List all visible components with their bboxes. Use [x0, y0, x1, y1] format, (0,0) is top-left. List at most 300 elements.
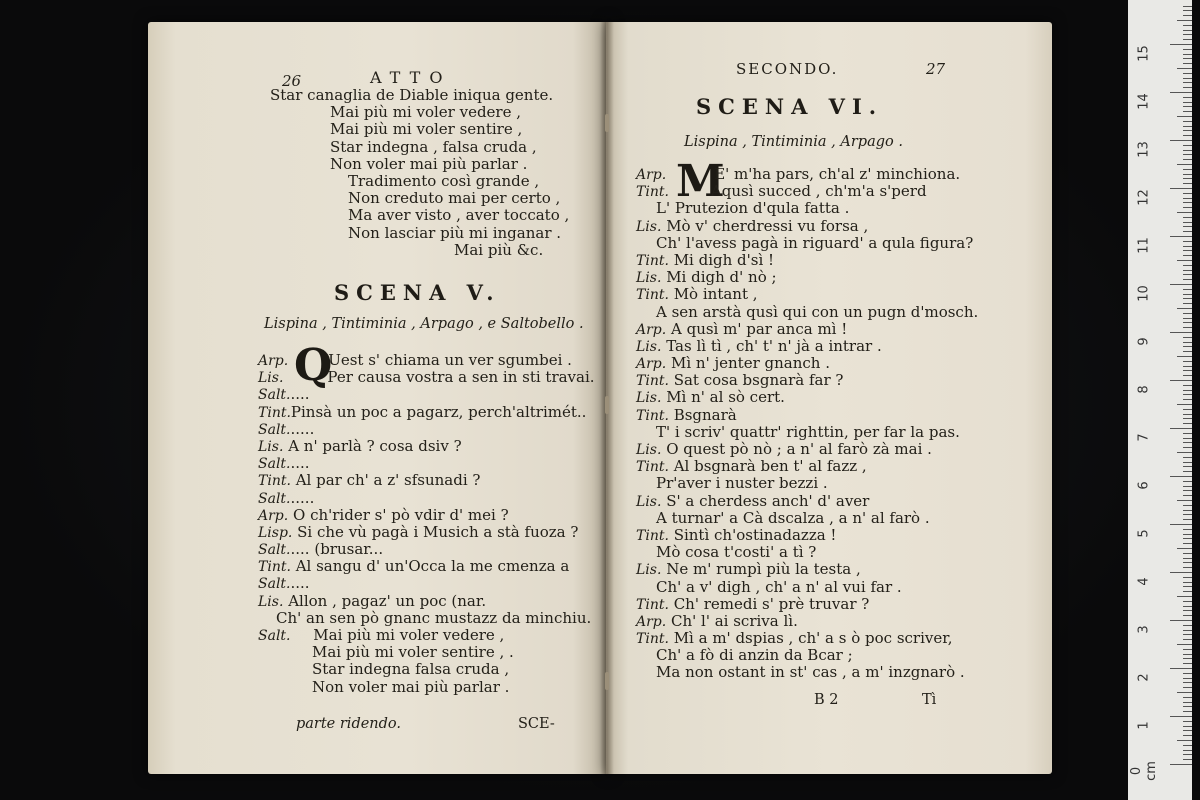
ruler-tick [1170, 716, 1192, 717]
speech: Aqusì succed , ch'm'a s'perd [710, 182, 927, 201]
speaker: Lis. [258, 370, 284, 387]
speaker: Tint. [636, 373, 669, 390]
ruler-tick [1183, 711, 1192, 712]
ruler-tick [1177, 596, 1192, 597]
speech: Mi digh d'sì ! [673, 250, 775, 269]
ruler-tick [1183, 658, 1192, 659]
ruler-tick [1183, 726, 1192, 727]
ruler-tick [1183, 231, 1192, 232]
ruler-tick [1170, 332, 1192, 333]
ruler-tick [1183, 327, 1192, 328]
ruler-tick [1183, 414, 1192, 415]
speech: Al bsgnarà ben t' al fazz , [673, 457, 867, 476]
speech: ..... [290, 488, 315, 507]
binding-stitch [605, 114, 609, 132]
speech: Mai più mi voler sentire , . [312, 643, 514, 662]
dialogue-block [258, 352, 595, 696]
ruler-tick [1183, 730, 1192, 731]
dialogue-line [636, 407, 978, 424]
ruler-tick [1183, 433, 1192, 434]
ruler-number: 11 [1136, 237, 1152, 254]
ruler-tick [1183, 226, 1192, 227]
dialogue-line [656, 544, 978, 561]
ruler-tick [1183, 553, 1192, 554]
dialogue-line [636, 527, 978, 544]
speaker: Lis. [636, 338, 662, 355]
ruler-tick [1183, 750, 1192, 751]
dialogue-line [258, 575, 595, 592]
ruler-tick [1183, 183, 1192, 184]
ruler-tick [1183, 370, 1192, 371]
ruler-tick [1183, 154, 1192, 155]
ruler-tick [1183, 567, 1192, 568]
ruler-tick [1170, 44, 1192, 45]
ruler-tick [1183, 615, 1192, 616]
ruler-tick [1177, 644, 1192, 645]
ruler-tick [1183, 610, 1192, 611]
ruler-tick [1183, 390, 1192, 391]
ruler-tick [1170, 92, 1192, 93]
speech: ..... [290, 419, 315, 438]
cast-list: Lispina , Tintiminia , Arpago , e Saltobello . [264, 316, 584, 332]
dialogue-line [636, 561, 978, 578]
ruler-tick [1183, 625, 1192, 626]
ruler-tick [1183, 543, 1192, 544]
ruler-tick [1183, 222, 1192, 223]
dialogue-line [656, 200, 978, 217]
ruler-tick [1183, 30, 1192, 31]
speech: A n' parlà ? cosa dsiv ? [288, 436, 462, 455]
ruler-tick [1177, 20, 1192, 21]
ruler-tick [1170, 188, 1192, 189]
dialogue-line [636, 218, 978, 235]
speech: Mò intant , [673, 285, 758, 304]
dialogue-line [258, 541, 595, 558]
speaker: Tint. [258, 559, 291, 576]
dialogue-line [258, 558, 595, 575]
verse-line: Mai più mi voler sentire , [330, 120, 523, 139]
ruler-tick [1183, 654, 1192, 655]
dialogue-line [258, 386, 595, 403]
speaker: Tint. [636, 527, 669, 544]
speaker: Tint. [636, 459, 669, 476]
ruler-tick [1183, 687, 1192, 688]
scale-ruler [1128, 0, 1192, 800]
dialogue-line [636, 166, 978, 183]
speaker: Salt. [258, 490, 291, 507]
ruler-tick [1183, 135, 1192, 136]
drop-cap: Q [294, 340, 333, 391]
ruler-tick [1183, 87, 1192, 88]
catchword: Tì [922, 692, 937, 708]
ruler-tick [1177, 116, 1192, 117]
ruler-number: 13 [1136, 141, 1152, 158]
ruler-number: 8 [1136, 385, 1152, 394]
ruler-number: 15 [1136, 45, 1152, 62]
ruler-tick [1183, 178, 1192, 179]
speech: .... [290, 385, 310, 404]
ruler-tick [1183, 649, 1192, 650]
ruler-tick [1183, 169, 1192, 170]
ruler-tick [1183, 49, 1192, 50]
ruler-tick [1170, 668, 1192, 669]
ruler-tick [1183, 745, 1192, 746]
ruler-tick [1183, 385, 1192, 386]
ruler-tick [1183, 606, 1192, 607]
speech: Al par ch' a z' sfsunadi ? [295, 471, 481, 490]
speech: A turnar' a Cà dscalza , a n' al farò . [656, 508, 930, 527]
dialogue-line [656, 579, 978, 596]
speech: Pinsà un poc a pagarz, perch'altrimét.. [290, 402, 587, 421]
ruler-tick [1183, 562, 1192, 563]
verse-line: Non voler mai più parlar . [330, 154, 528, 173]
ruler-tick [1183, 121, 1192, 122]
speaker: Salt. [258, 576, 291, 593]
speech: Ch' a v' digh , ch' a n' al vui far . [656, 577, 902, 596]
ruler-tick [1183, 591, 1192, 592]
ruler-tick [1183, 313, 1192, 314]
ruler-tick [1183, 486, 1192, 487]
speech: Al sangu d' un'Occa la me cmenza a [295, 557, 570, 576]
ruler-tick [1183, 39, 1192, 40]
speaker: Salt. [258, 421, 291, 438]
ruler-tick [1183, 706, 1192, 707]
ruler-tick [1183, 577, 1192, 578]
open-book [148, 22, 1052, 774]
speech: L' Prutezion d'qula fatta . [656, 199, 850, 218]
speech: Bsgnarà [673, 405, 737, 424]
ruler-tick [1183, 418, 1192, 419]
speaker: Salt. [258, 387, 291, 404]
speech: Per causa vostra a sen in sti travai. [327, 368, 595, 387]
ruler-tick [1183, 130, 1192, 131]
ruler-tick [1170, 764, 1192, 765]
ruler-tick [1183, 10, 1192, 11]
speech: O ch'rider s' pò vdir d' mei ? [293, 505, 509, 524]
ruler-tick [1183, 279, 1192, 280]
ruler-tick [1183, 289, 1192, 290]
ruler-tick [1177, 452, 1192, 453]
ruler-tick [1177, 692, 1192, 693]
ruler-tick [1183, 735, 1192, 736]
speaker: Tint. [636, 287, 669, 304]
verse-line: Tradimento così grande , [348, 171, 540, 190]
speaker: Lis. [636, 218, 662, 235]
ruler-tick [1183, 534, 1192, 535]
ruler-tick [1183, 34, 1192, 35]
ruler-tick [1183, 438, 1192, 439]
speech: .... [290, 454, 310, 473]
dialogue-line [636, 372, 978, 389]
dialogue-line [656, 304, 978, 321]
signature-mark: B 2 [814, 692, 839, 708]
right-page [606, 22, 1052, 774]
speaker: Tint. [258, 404, 291, 421]
dialogue-line [258, 627, 595, 644]
page-number: 26 [282, 72, 302, 90]
speaker: Arp. [636, 321, 667, 338]
speech: Pr'aver i nuster bezzi . [656, 474, 828, 493]
dialogue-line [636, 613, 978, 630]
dialogue-line [258, 369, 595, 386]
ruler-tick [1177, 212, 1192, 213]
scene-title: SCENA V. [334, 280, 501, 305]
ruler-tick [1183, 466, 1192, 467]
speech: Ch' a fò di anzin da Bcar ; [656, 646, 853, 665]
ruler-tick [1183, 447, 1192, 448]
ruler-tick [1183, 82, 1192, 83]
speaker: Lis. [636, 493, 662, 510]
dialogue-line [636, 269, 978, 286]
verse-line: Ma aver visto , aver toccato , [348, 206, 570, 225]
ruler-tick [1183, 250, 1192, 251]
dialogue-line [636, 286, 978, 303]
verse-line: Mai più &c. [454, 240, 544, 259]
dialogue-line [258, 455, 595, 472]
ruler-number: 6 [1136, 481, 1152, 490]
speech: O quest pò nò ; a n' al farò zà mai . [666, 440, 932, 458]
ruler-tick [1183, 702, 1192, 703]
stage-direction: parte ridendo. [296, 716, 402, 732]
ruler-tick [1183, 673, 1192, 674]
ruler-number: 4 [1136, 577, 1152, 586]
ruler-tick [1183, 78, 1192, 79]
dialogue-line [656, 647, 978, 664]
dialogue-line [258, 524, 595, 541]
ruler-tick [1170, 524, 1192, 525]
ruler-number: 10 [1136, 285, 1152, 302]
dialogue-line [656, 424, 978, 441]
ruler-tick [1183, 471, 1192, 472]
speaker: Arp. [636, 613, 667, 630]
ruler-tick [1183, 25, 1192, 26]
dialogue-line [258, 421, 595, 438]
ruler-tick [1183, 462, 1192, 463]
ruler-tick [1183, 346, 1192, 347]
ruler-tick [1183, 481, 1192, 482]
speech: Non voler mai più parlar . [312, 677, 510, 696]
ruler-tick [1183, 663, 1192, 664]
ruler-tick [1177, 740, 1192, 741]
speech: Tas lì tì , ch' t' n' jà a intrar . [666, 336, 882, 355]
speaker: Arp. [258, 353, 289, 369]
dialogue-line [276, 610, 595, 627]
speech: Mì n' jenter gnanch . [671, 354, 830, 373]
ruler-tick [1170, 572, 1192, 573]
speech: .... (brusar... [290, 540, 384, 559]
dialogue-line [636, 441, 978, 458]
ruler-tick [1183, 6, 1192, 7]
ruler-tick [1183, 274, 1192, 275]
speaker: Tint. [636, 407, 669, 424]
ruler-tick [1183, 514, 1192, 515]
ruler-tick [1183, 150, 1192, 151]
speech: Sintì ch'ostinadazza ! [673, 525, 837, 544]
dialogue-line [656, 235, 978, 252]
dialogue-line [656, 475, 978, 492]
dialogue-line [636, 493, 978, 510]
ruler-tick [1177, 500, 1192, 501]
speaker: Tint. [258, 473, 291, 490]
dialogue-line [636, 355, 978, 372]
verse-line: Star indegna , falsa cruda , [330, 137, 537, 156]
binding-stitch [605, 672, 609, 690]
speech: Ne m' rumpì più la testa , [666, 560, 861, 579]
speaker: Lis. [636, 390, 662, 407]
speech: Allon , pagaz' un poc (nar. [288, 591, 487, 610]
dialogue-line [258, 352, 595, 369]
speaker: Tint. [636, 596, 669, 613]
catchword: SCE- [518, 716, 555, 732]
page-number: 27 [926, 60, 946, 78]
ruler-tick [1170, 284, 1192, 285]
ruler-tick [1183, 198, 1192, 199]
dialogue-line [656, 664, 978, 681]
ruler-tick [1183, 490, 1192, 491]
ruler-tick [1183, 111, 1192, 112]
ruler-tick [1183, 759, 1192, 760]
ruler-tick [1183, 721, 1192, 722]
dialogue-line [312, 644, 595, 661]
speech: Mai più mi voler vedere , [308, 626, 505, 644]
speaker: Lisp. [258, 524, 293, 541]
dialogue-line [636, 458, 978, 475]
speaker: Arp. [636, 356, 667, 373]
ruler-tick [1183, 754, 1192, 755]
ruler-tick [1177, 548, 1192, 549]
verse-line: Star canaglia de Diable iniqua gente. [270, 86, 554, 104]
dialogue-line [258, 438, 595, 455]
speech: Sat cosa bsgnarà far ? [673, 371, 844, 390]
ruler-tick [1170, 476, 1192, 477]
ruler-tick [1183, 246, 1192, 247]
speech: A qusì m' par anca mì ! [671, 319, 848, 338]
dialogue-line [656, 510, 978, 527]
ruler-unit-label: 0 cm [1129, 761, 1159, 781]
ruler-tick [1183, 366, 1192, 367]
ruler-tick [1177, 260, 1192, 261]
ruler-tick [1183, 399, 1192, 400]
ruler-tick [1183, 270, 1192, 271]
ruler-number: 3 [1136, 625, 1152, 634]
ruler-tick [1183, 682, 1192, 683]
ruler-tick [1183, 102, 1192, 103]
speech: Ma non ostant in st' cas , a m' inzgnarò . [656, 663, 965, 682]
ruler-tick [1183, 241, 1192, 242]
binding-stitch [605, 396, 609, 414]
speaker: Tint. [636, 252, 669, 269]
ruler-tick [1170, 140, 1192, 141]
ruler-tick [1183, 639, 1192, 640]
speaker: Arp. [258, 507, 289, 524]
ruler-tick [1183, 394, 1192, 395]
ruler-tick [1183, 174, 1192, 175]
speech: Mì a m' dspias , ch' a s ò poc scriver, [673, 629, 953, 648]
ruler-tick [1183, 97, 1192, 98]
ruler-tick [1183, 342, 1192, 343]
speaker: Arp. [636, 167, 667, 183]
ruler-tick [1183, 519, 1192, 520]
ruler-tick [1183, 582, 1192, 583]
ruler-number: 5 [1136, 529, 1152, 538]
speech: Mì n' al sò cert. [666, 388, 785, 407]
ruler-tick [1183, 15, 1192, 16]
ruler-tick [1177, 68, 1192, 69]
ruler-tick [1183, 318, 1192, 319]
ruler-tick [1183, 337, 1192, 338]
running-head: ATTO [370, 68, 452, 87]
speech: T' i scriv' quattr' righttin, per far la pas. [656, 422, 960, 441]
ruler-number: 12 [1136, 189, 1152, 206]
verse-line: Non lasciar più mi inganar . [348, 223, 562, 242]
ruler-tick [1177, 164, 1192, 165]
ruler-tick [1183, 202, 1192, 203]
ruler-tick [1183, 63, 1192, 64]
dialogue-line [258, 490, 595, 507]
verse-block [270, 87, 569, 259]
speech: A sen arstà qusì qui con un pugn d'mosch. [656, 302, 979, 321]
ruler-tick [1183, 145, 1192, 146]
ruler-tick [1170, 428, 1192, 429]
speech: S' a cherdess anch' d' aver [666, 491, 870, 510]
drop-cap: M [676, 156, 725, 207]
dialogue-line [636, 389, 978, 406]
ruler-tick [1183, 73, 1192, 74]
ruler-tick [1183, 601, 1192, 602]
ruler-tick [1183, 558, 1192, 559]
ruler-number: 7 [1136, 433, 1152, 442]
ruler-tick [1183, 265, 1192, 266]
ruler-tick [1170, 236, 1192, 237]
ruler-number: 2 [1136, 673, 1152, 682]
ruler-tick [1170, 620, 1192, 621]
speaker: Lis. [636, 270, 662, 287]
ruler-tick [1183, 54, 1192, 55]
ruler-number: 14 [1136, 93, 1152, 110]
dialogue-line [258, 404, 595, 421]
speech: E' m'ha pars, ch'al z' minchiona. [714, 165, 961, 183]
running-head: SECONDO. [736, 60, 839, 78]
ruler-number: 1 [1136, 721, 1152, 730]
verse-line: Non creduto mai per certo , [348, 189, 561, 208]
ruler-tick [1183, 217, 1192, 218]
ruler-tick [1177, 356, 1192, 357]
ruler-tick [1183, 303, 1192, 304]
ruler-tick [1183, 457, 1192, 458]
speech: Ch' l'avess pagà in riguard' a qula figura? [656, 233, 974, 252]
scene-title: SCENA VI. [696, 94, 884, 119]
ruler-tick [1183, 193, 1192, 194]
ruler-tick [1183, 678, 1192, 679]
ruler-tick [1183, 126, 1192, 127]
speaker: Tint. [636, 184, 669, 201]
ruler-tick [1183, 697, 1192, 698]
dialogue-line [636, 596, 978, 613]
ruler-tick [1183, 409, 1192, 410]
ruler-tick [1183, 505, 1192, 506]
left-page [148, 22, 610, 774]
speaker: Salt. [258, 542, 291, 559]
speech: Mò cosa t'costi' a tì ? [656, 543, 817, 562]
dialogue-line [636, 338, 978, 355]
ruler-tick [1183, 375, 1192, 376]
ruler-tick [1183, 322, 1192, 323]
dialogue-line [636, 630, 978, 647]
dialogue-line [636, 183, 978, 200]
ruler-tick [1183, 634, 1192, 635]
speech: Si che vù pagà i Musich a stà fuoza ? [297, 522, 579, 541]
speaker: Lis. [636, 562, 662, 579]
